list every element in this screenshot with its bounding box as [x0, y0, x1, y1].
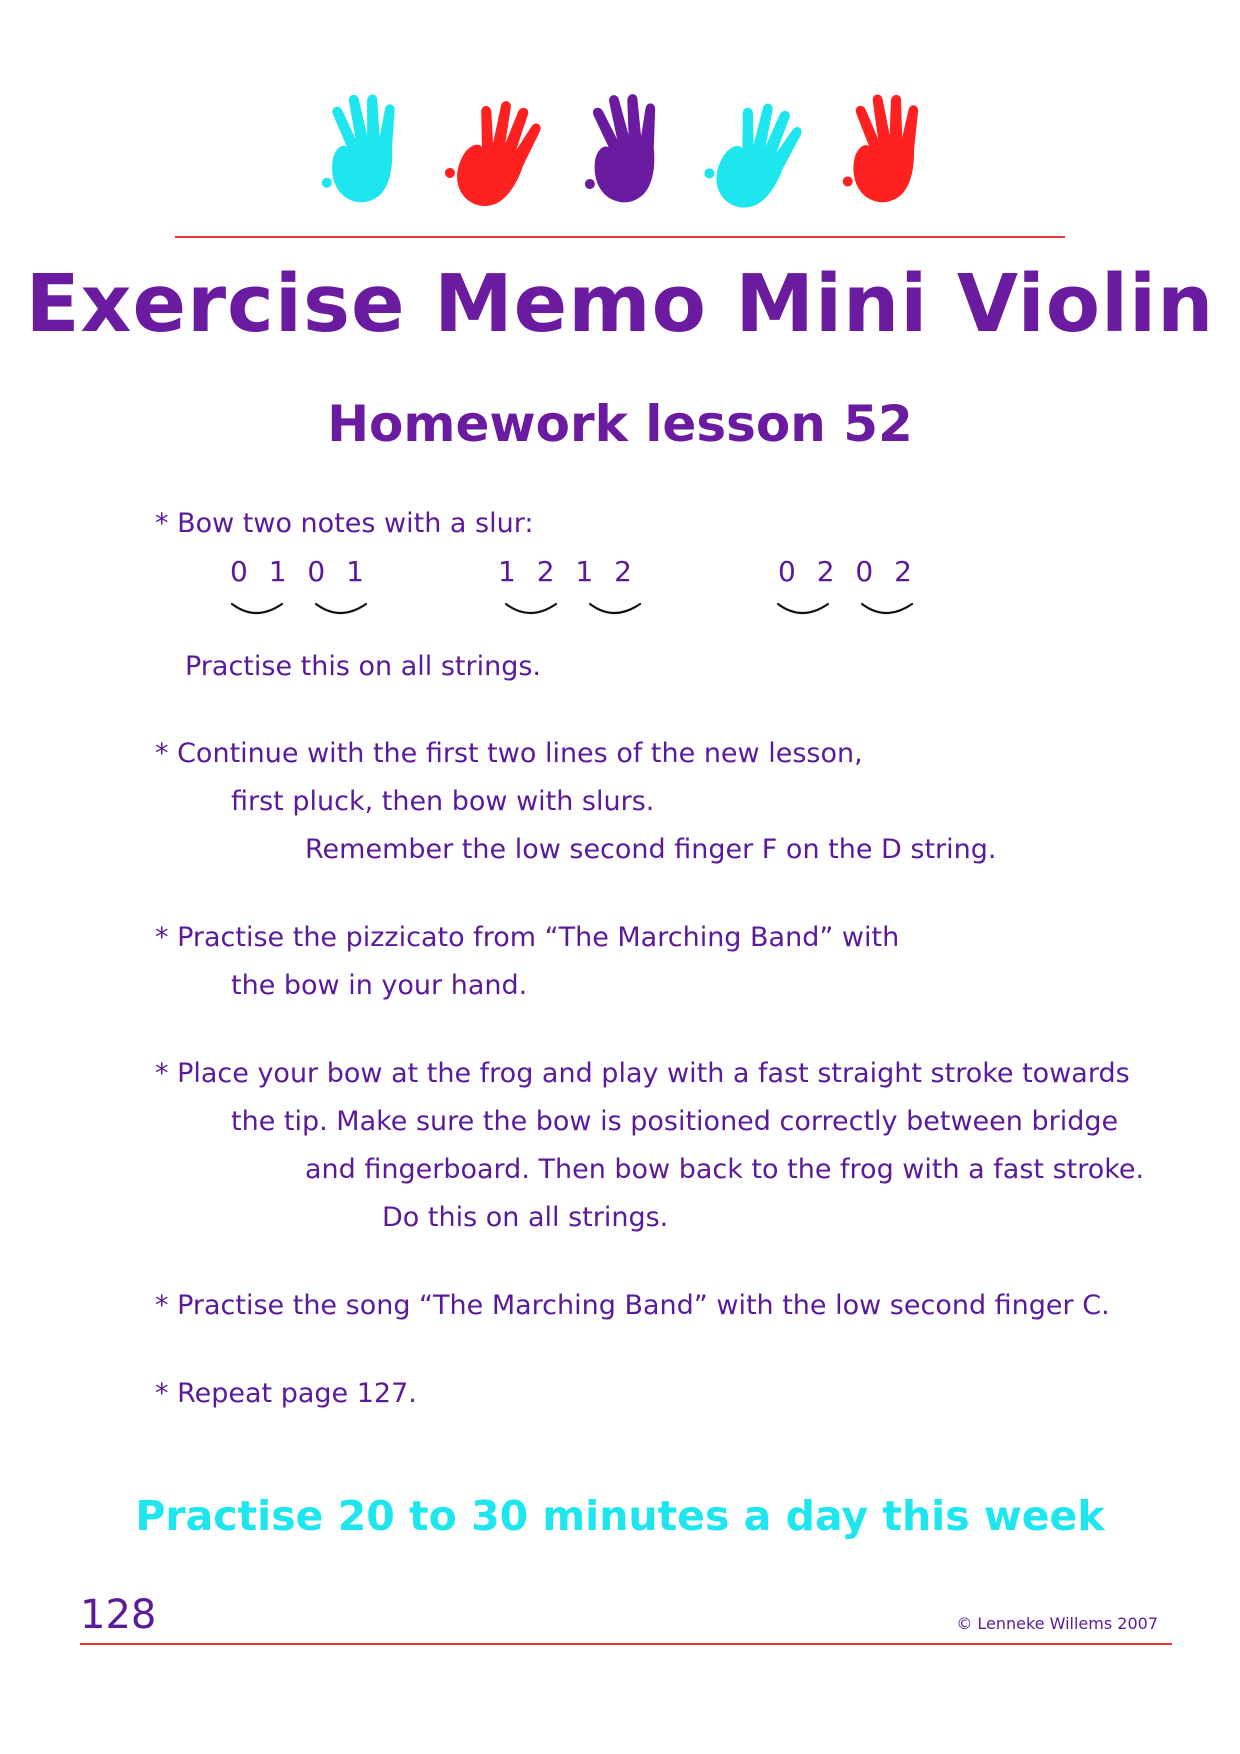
exercise-6-line: * Repeat page 127. — [155, 1378, 417, 1409]
exercise-5-line: * Practise the song “The Marching Band” with the low second finger C. — [155, 1290, 1110, 1321]
exercise-1-heading: * Bow two notes with a slur: — [155, 508, 534, 539]
slur-mark — [506, 604, 556, 613]
handprint-icon — [698, 93, 806, 218]
exercise-4-line: Do this on all strings. — [382, 1202, 669, 1233]
finger-group-1: 0 1 0 1 — [230, 555, 370, 588]
exercise-4-line: the tip. Make sure the bow is positioned correctly between bridge — [231, 1106, 1119, 1137]
slur-mark — [316, 604, 366, 613]
slur-mark — [778, 604, 828, 613]
top-rule — [175, 236, 1065, 238]
handprint-icon — [440, 92, 545, 215]
exercise-2-line: * Continue with the first two lines of the new lesson, — [155, 738, 863, 769]
exercise-2-line: Remember the low second finger F on the D string. — [305, 834, 997, 865]
slur-mark — [590, 604, 640, 613]
exercise-4-line: * Place your bow at the frog and play with a fast straight stroke towards — [155, 1058, 1130, 1089]
copyright-notice: © Lenneke Willems 2007 — [956, 1614, 1158, 1633]
page-number: 128 — [80, 1592, 157, 1638]
exercise-1-note: Practise this on all strings. — [185, 651, 541, 682]
slur-mark — [232, 604, 282, 613]
handprint-icon — [568, 92, 673, 210]
slur-mark — [862, 604, 912, 613]
exercise-3-line: the bow in your hand. — [231, 970, 528, 1001]
practise-reminder: Practise 20 to 30 minutes a day this week — [135, 1492, 1105, 1540]
finger-group-3: 0 2 0 2 — [778, 555, 918, 588]
exercise-4-line: and fingerboard. Then bow back to the frog with a fast stroke. — [305, 1154, 1145, 1185]
handprints-decoration — [310, 92, 940, 222]
bottom-rule — [80, 1643, 1172, 1645]
page-subtitle: Homework lesson 52 — [327, 395, 913, 453]
exercise-3-line: * Practise the pizzicato from “The Marching Band” with — [155, 922, 900, 953]
finger-group-2: 1 2 1 2 — [498, 555, 638, 588]
slur-marks — [220, 596, 940, 630]
page-title: Exercise Memo Mini Violin — [25, 258, 1215, 350]
handprint-icon — [310, 92, 410, 209]
exercise-2-line: first pluck, then bow with slurs. — [231, 786, 655, 817]
handprint-icon — [831, 92, 930, 208]
